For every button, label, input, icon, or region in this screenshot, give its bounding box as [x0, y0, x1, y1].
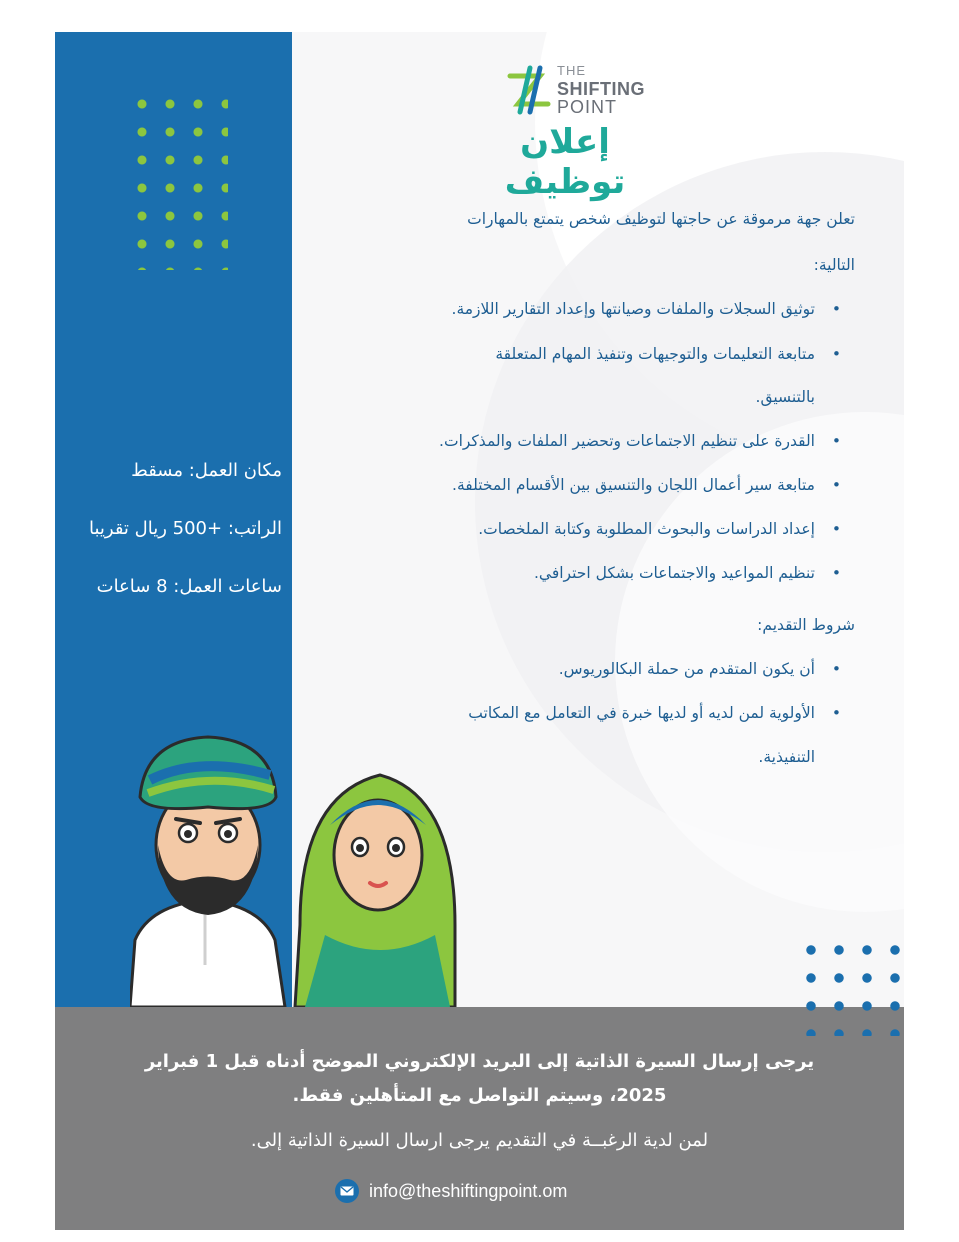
skill-item: • إعداد الدراسات والبحوث المطلوبة وكتابة الملخصات. — [478, 520, 855, 538]
man-illustration — [130, 737, 285, 1007]
intro-line-1: تعلن جهة مرموقة عن حاجتها لتوظيف شخص يتمتع بالمهارات — [467, 210, 855, 228]
page-title: إعلان توظيف — [504, 122, 626, 202]
green-dots-decor — [128, 90, 228, 270]
logo-text — [557, 62, 645, 116]
condition-item: • أن يكون المتقدم من حملة البكالوريوس. — [559, 660, 855, 678]
contact-email[interactable] — [335, 1176, 567, 1206]
logo-line-1: THE — [557, 63, 586, 78]
email-address[interactable]: info@theshiftingpoint.om — [369, 1180, 568, 1201]
conditions-heading: شروط التقديم: — [757, 616, 855, 634]
skill-item: • توثيق السجلات والملفات وصيانتها وإعداد التقارير اللازمة. — [452, 300, 855, 318]
skill-item: • تنظيم المواعيد والاجتماعات بشكل احترافي. — [534, 564, 855, 582]
blue-dots-decor — [797, 936, 909, 1036]
characters-illustration — [130, 735, 460, 1007]
mail-icon — [335, 1179, 359, 1203]
footer-instructions — [55, 1045, 904, 1113]
condition-item-continued: التنفيذية. — [758, 748, 815, 766]
intro-line-2: التالية: — [813, 256, 855, 274]
logo-line-2: SHIFTING — [557, 79, 645, 99]
logo-line-3: POINT — [557, 97, 618, 117]
footer-line-2: 2025، وسيتم التواصل مع المتأهلين فقط. — [292, 1085, 667, 1106]
skill-item: • متابعة التعليمات والتوجيهات وتنفيذ المهام المتعلقة — [495, 345, 855, 363]
skill-item: • القدرة على تنظيم الاجتماعات وتحضير الملفات والمذكرات. — [439, 432, 855, 450]
woman-illustration — [295, 775, 455, 1007]
footer-line-1: يرجى إرسال السيرة الذاتية إلى البريد الإلكتروني الموضح أدناه قبل 1 فبراير — [144, 1051, 815, 1072]
salary: الراتب: +500 ريال تقريبا — [88, 518, 282, 539]
work-hours: ساعات العمل: 8 ساعات — [96, 576, 282, 597]
skill-item: • متابعة سير أعمال اللجان والتنسيق بين الأقسام المختلفة. — [452, 476, 855, 494]
work-location: مكان العمل: مسقط — [131, 460, 282, 481]
skill-item-continued: بالتنسيق. — [755, 388, 815, 406]
condition-item: • الأولوية لمن لديه أو لديها خبرة في التعامل مع المكاتب — [468, 704, 855, 722]
footer-line-3: لمن لدية الرغبــة في التقديم يرجى ارسال السيرة الذاتية إلى. — [250, 1130, 709, 1151]
job-details — [60, 452, 282, 626]
